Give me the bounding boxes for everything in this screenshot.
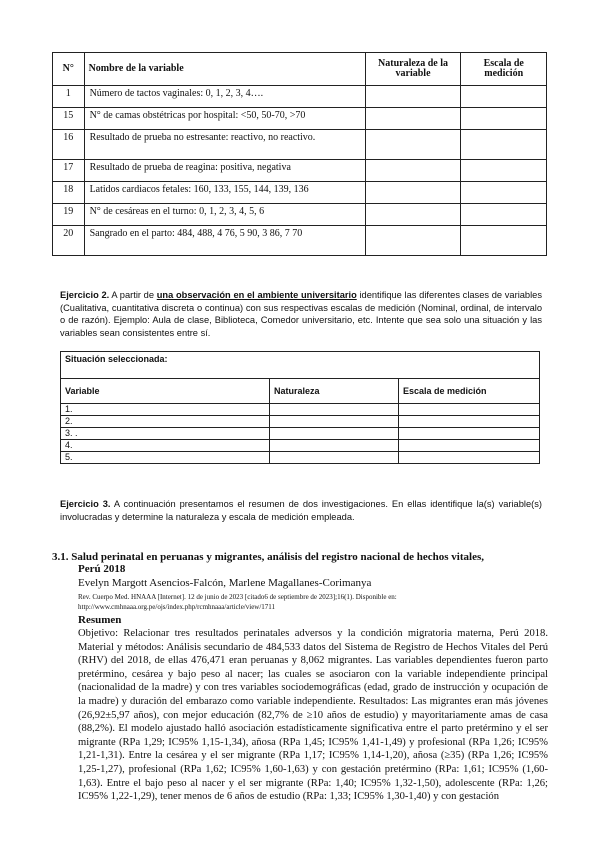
abstract-text: Objetivo: Relacionar tres resultados perinatales adversos y la condición migratoria materna, Perú 2018. Material y métodos: Análisis secundario de 484,533 datos del Sistema de Registro de Hechos Vitales del Perú (RHV) del 2018, de ellas 476,471 eran peruanas y 8,062 migrantes. Las variables dependientes fueron parto pretérmino, cesárea y bajo peso al nacer; las cuales se asociaron con la variable independiente principal (nacionalidad de la madre) y con tres variables sociodemográficas (edad, grado de instrucción y ocupación de la madre) y duración del embarazo como variable independiente. Resultados: Las migrantes eran más jóvenes (26,92±5,97 años), con mejor educación (82,7% de ≥10 años de estudio) y mayoritariamente amas de casa (88,2%). El modelo ajustado halló asociación estadísticamente significativa entre el parto pretérmino y el ser migrante (RPa 1,29; IC95% 1,15-1,34), añosa (RPa 1,45; IC95% 1,41-1,49) y profesional (RPa 1,26; IC95% 1,21-1,31). Entre la cesárea y el ser migrante (RPa 1,17; IC95% 1,14-1,20), añosa (≥35) (RPa 1,26; IC95% 1,25-1,27), profesional (RPa 1,62; IC95% 1,60-1,63) y con gestación pretérmino (RPa: 1,61; IC95% (1,60-1,63). Entre el bajo peso al nacer y el ser migrante (RPa: 1,40; IC95% 1,32-1,50), adolescente (RPa: 1,26; IC95% 1,22-1,29), tener menos de 6 años de estudio (RPa: 1,33; IC95% 1,30-1,40) y con gestación — [78, 628, 548, 803]
nature-cell[interactable] — [270, 428, 399, 440]
table-row — [61, 440, 540, 452]
variable-cell[interactable]: 3. . — [61, 428, 270, 440]
table-row — [53, 160, 547, 182]
nature-cell[interactable] — [365, 204, 461, 226]
scale-cell[interactable] — [399, 428, 540, 440]
nature-cell[interactable] — [270, 440, 399, 452]
nature-cell[interactable] — [270, 452, 399, 464]
header-scale: Escala de medición — [399, 379, 540, 404]
row-variable-name: Resultado de prueba de reagina: positiva, negativa — [84, 160, 365, 182]
variable-cell[interactable]: 1. — [61, 404, 270, 416]
scale-cell[interactable] — [461, 204, 547, 226]
situation-table — [60, 351, 540, 464]
scale-cell[interactable] — [399, 452, 540, 464]
nature-cell[interactable] — [365, 86, 461, 108]
header-nature: Naturaleza de la variable — [365, 53, 461, 86]
header-nature: Naturaleza — [270, 379, 399, 404]
table-row — [53, 226, 547, 256]
table-row — [61, 428, 540, 440]
header-number: N° — [53, 53, 85, 86]
row-number: 18 — [53, 182, 85, 204]
exercise-3-text: A continuación presentamos el resumen de dos investigaciones. En ellas identifique la(s) variable(s) involucradas y determine la naturaleza y escala de medición empleada. — [60, 499, 542, 522]
resumen-heading: Resumen — [78, 614, 122, 626]
table-row — [53, 182, 547, 204]
scale-cell[interactable] — [461, 86, 547, 108]
variable-cell[interactable]: 2. — [61, 416, 270, 428]
table-row — [61, 404, 540, 416]
situation-label[interactable]: Situación seleccionada: — [61, 352, 540, 379]
row-variable-name: Resultado de prueba no estresante: reactivo, no reactivo. — [84, 130, 365, 160]
exercise-2-paragraph — [60, 289, 542, 339]
row-number: 17 — [53, 160, 85, 182]
section-title-line1: 3.1. Salud perinatal en peruanas y migrantes, análisis del registro nacional de hechos vitales, — [52, 551, 484, 563]
variables-table — [52, 52, 547, 256]
exercise-3-label: Ejercicio 3. — [60, 499, 111, 509]
row-variable-name: N° de cesáreas en el turno: 0, 1, 2, 3, 4, 5, 6 — [84, 204, 365, 226]
header-variable: Variable — [61, 379, 270, 404]
nature-cell[interactable] — [270, 416, 399, 428]
scale-cell[interactable] — [461, 108, 547, 130]
variable-cell[interactable]: 5. — [61, 452, 270, 464]
nature-cell[interactable] — [365, 130, 461, 160]
row-variable-name: Número de tactos vaginales: 0, 1, 2, 3, 4…. — [84, 86, 365, 108]
exercise-2-text-after: identifique las diferentes clases de variables (Cualitativa, cuantitativa discreta o continua) con sus respectivas escalas de medición (Nominal, ordinal, de intervalo o de razón). Ejemplo: Aula de clase, Biblioteca, Comedor universitario, etc. Intente que sea solo una situación y las variables sean consistentes entre sí. — [60, 290, 542, 338]
header-variable-name: Nombre de la variable — [84, 53, 365, 86]
table-row — [53, 108, 547, 130]
nature-cell[interactable] — [270, 404, 399, 416]
variable-cell[interactable]: 4. — [61, 440, 270, 452]
exercise-3-paragraph — [60, 498, 542, 523]
row-number: 20 — [53, 226, 85, 256]
situation-row — [61, 352, 540, 379]
row-number: 1 — [53, 86, 85, 108]
exercise-2-underlined: una observación en el ambiente universitario — [156, 290, 357, 300]
table-header-row — [61, 379, 540, 404]
table-row — [53, 204, 547, 226]
section-title — [52, 551, 548, 575]
scale-cell[interactable] — [399, 404, 540, 416]
research-summary-section — [52, 551, 548, 804]
scale-cell[interactable] — [461, 182, 547, 204]
table-row — [61, 452, 540, 464]
scale-cell[interactable] — [461, 226, 547, 256]
nature-cell[interactable] — [365, 182, 461, 204]
nature-cell[interactable] — [365, 226, 461, 256]
exercise-2-text-before: A partir de — [109, 290, 157, 300]
table-row — [53, 86, 547, 108]
section-title-line2: Perú 2018 — [78, 563, 126, 575]
table-row — [53, 130, 547, 160]
reference: Rev. Cuerpo Med. HNAAA [Internet]. 12 de junio de 2023 [citado6 de septiembre de 2023];16(1). Disponible en: http://www.cmhnaaa.org.pe/ojs/index.php/rcmhnaaa/article/view/1711 — [78, 593, 397, 611]
header-scale: Escala de medición — [461, 53, 547, 86]
nature-cell[interactable] — [365, 108, 461, 130]
row-number: 15 — [53, 108, 85, 130]
row-variable-name: N° de camas obstétricas por hospital: <50, 50-70, >70 — [84, 108, 365, 130]
scale-cell[interactable] — [461, 130, 547, 160]
exercise-2-label: Ejercicio 2. — [60, 290, 110, 300]
table-header-row — [53, 53, 547, 86]
table-row — [61, 416, 540, 428]
scale-cell[interactable] — [461, 160, 547, 182]
row-variable-name: Sangrado en el parto: 484, 488, 4 76, 5 90, 3 86, 7 70 — [84, 226, 365, 256]
row-variable-name: Latidos cardiacos fetales: 160, 133, 155, 144, 139, 136 — [84, 182, 365, 204]
authors: Evelyn Margott Asencios-Falcón, Marlene Magallanes-Corimanya — [78, 577, 372, 589]
nature-cell[interactable] — [365, 160, 461, 182]
row-number: 19 — [53, 204, 85, 226]
row-number: 16 — [53, 130, 85, 160]
scale-cell[interactable] — [399, 440, 540, 452]
scale-cell[interactable] — [399, 416, 540, 428]
